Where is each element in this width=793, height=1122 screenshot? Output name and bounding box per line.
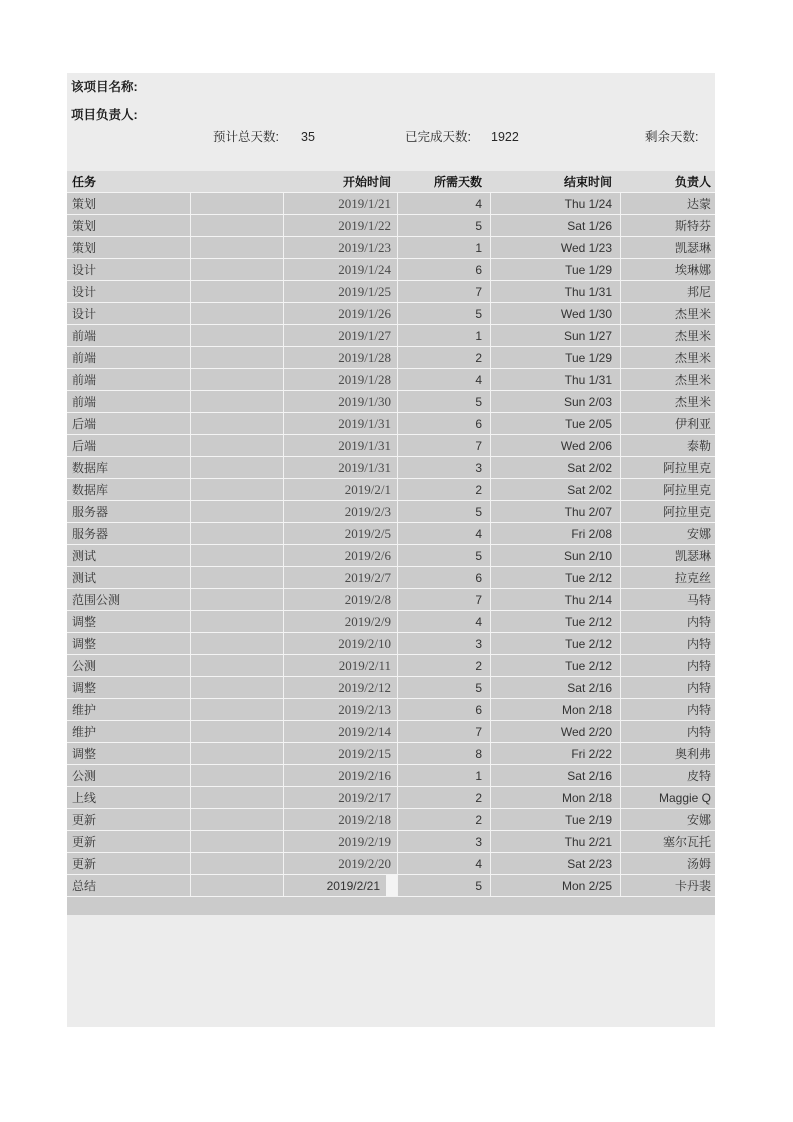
start-date-cell[interactable]: 2019/2/16 — [283, 765, 397, 786]
owner-cell[interactable]: 内特 — [620, 721, 715, 742]
table-row — [67, 809, 715, 830]
table-row — [67, 721, 715, 742]
task-gap-cell[interactable] — [190, 325, 283, 346]
header-days-needed[interactable]: 所需天数 — [433, 175, 482, 189]
task-cell[interactable]: 公测 — [72, 659, 97, 673]
owner-cell[interactable]: 奥利弗 — [620, 743, 715, 764]
owner-cell[interactable]: 杰里米 — [620, 391, 715, 412]
days-cell[interactable]: 4 — [397, 369, 490, 390]
end-date-cell[interactable]: Mon 2/18 — [490, 787, 620, 808]
end-date-cell[interactable]: Thu 1/31 — [490, 281, 620, 302]
header-end-time[interactable]: 结束时间 — [563, 175, 612, 189]
worksheet-area — [67, 73, 715, 1027]
owner-cell[interactable]: 阿拉里克 — [620, 501, 715, 522]
owner-cell[interactable]: 安娜 — [620, 523, 715, 544]
end-date-cell[interactable]: Thu 2/07 — [490, 501, 620, 522]
owner-cell[interactable]: 杰里米 — [620, 347, 715, 368]
owner-cell[interactable]: 杰里米 — [620, 369, 715, 390]
owner-cell[interactable]: 内特 — [620, 699, 715, 720]
start-date-cell[interactable]: 2019/2/14 — [283, 721, 397, 742]
owner-cell[interactable]: 拉克丝 — [620, 567, 715, 588]
days-cell[interactable]: 6 — [397, 699, 490, 720]
task-gap-cell[interactable] — [190, 655, 283, 676]
task-cell[interactable]: 公测 — [72, 769, 97, 783]
owner-cell[interactable]: 阿拉里克 — [620, 479, 715, 500]
table-row — [67, 303, 715, 324]
task-cell[interactable]: 后端 — [72, 439, 97, 453]
table-row — [67, 479, 715, 500]
owner-cell[interactable]: 伊利亚 — [620, 413, 715, 434]
owner-cell[interactable]: 杰里米 — [620, 325, 715, 346]
header-owner[interactable]: 负责人 — [674, 175, 711, 189]
task-cell[interactable]: 前端 — [72, 373, 97, 387]
task-gap-cell[interactable] — [190, 831, 283, 852]
start-date-cell[interactable]: 2019/1/31 — [283, 435, 397, 456]
days-cell[interactable]: 6 — [397, 259, 490, 280]
task-cell[interactable]: 服务器 — [72, 505, 109, 519]
task-cell[interactable]: 设计 — [72, 285, 97, 299]
task-gap-cell[interactable] — [190, 589, 283, 610]
days-cell[interactable]: 4 — [397, 611, 490, 632]
table-row — [67, 545, 715, 566]
end-date-cell[interactable]: Thu 2/14 — [490, 589, 620, 610]
table-row — [67, 567, 715, 588]
task-gap-cell[interactable] — [190, 721, 283, 742]
table-row — [67, 215, 715, 236]
task-table — [67, 171, 715, 915]
start-date-cell[interactable]: 2019/2/11 — [283, 655, 397, 676]
end-date-cell[interactable]: Sat 2/23 — [490, 853, 620, 874]
start-date-cell[interactable]: 2019/1/23 — [283, 237, 397, 258]
start-date-cell[interactable]: 2019/2/19 — [283, 831, 397, 852]
end-date-cell[interactable]: Wed 1/30 — [490, 303, 620, 324]
end-date-cell[interactable]: Fri 2/22 — [490, 743, 620, 764]
days-cell[interactable]: 8 — [397, 743, 490, 764]
end-date-cell[interactable]: Tue 2/12 — [490, 567, 620, 588]
start-date-cell[interactable]: 2019/1/28 — [283, 369, 397, 390]
end-date-cell[interactable]: Mon 2/18 — [490, 699, 620, 720]
project-name-label: 该项目名称: — [71, 80, 138, 94]
estimated-total-days-value[interactable]: 35 — [301, 130, 315, 144]
task-rows — [67, 193, 715, 896]
task-cell[interactable]: 测试 — [72, 549, 97, 563]
project-owner-label: 项目负责人: — [71, 108, 138, 122]
task-cell[interactable]: 调整 — [72, 615, 97, 629]
start-date-cell[interactable]: 2019/2/10 — [283, 633, 397, 654]
days-cell[interactable]: 2 — [397, 655, 490, 676]
owner-cell[interactable]: 凯瑟琳 — [620, 545, 715, 566]
end-date-cell[interactable]: Mon 2/25 — [490, 875, 620, 896]
owner-cell[interactable]: 达蒙 — [620, 193, 715, 214]
table-row — [67, 589, 715, 610]
start-date-cell[interactable]: 2019/1/21 — [283, 193, 397, 214]
remaining-days-label: 剩余天数: — [645, 130, 699, 144]
header-task[interactable]: 任务 — [72, 175, 97, 189]
start-date-cell[interactable]: 2019/1/31 — [283, 413, 397, 434]
task-gap-cell[interactable] — [190, 699, 283, 720]
owner-cell[interactable]: 皮特 — [620, 765, 715, 786]
end-date-cell[interactable]: Tue 2/19 — [490, 809, 620, 830]
days-cell[interactable]: 6 — [397, 413, 490, 434]
task-cell[interactable]: 前端 — [72, 395, 97, 409]
task-gap-cell[interactable] — [190, 523, 283, 544]
task-gap-cell[interactable] — [190, 677, 283, 698]
owner-cell[interactable]: 杰里米 — [620, 303, 715, 324]
start-date-cell[interactable]: 2019/2/3 — [283, 501, 397, 522]
task-cell[interactable]: 调整 — [72, 681, 97, 695]
end-date-cell[interactable]: Wed 2/20 — [490, 721, 620, 742]
table-row — [67, 853, 715, 874]
start-date-cell[interactable]: 2019/2/9 — [283, 611, 397, 632]
end-date-cell[interactable]: Tue 2/12 — [490, 633, 620, 654]
start-date-cell[interactable]: 2019/1/28 — [283, 347, 397, 368]
task-cell[interactable]: 测试 — [72, 571, 97, 585]
owner-cell[interactable]: 泰勒 — [620, 435, 715, 456]
table-row — [67, 413, 715, 434]
days-cell[interactable]: 3 — [397, 831, 490, 852]
days-cell[interactable]: 5 — [397, 875, 490, 896]
owner-cell[interactable]: 阿拉里克 — [620, 457, 715, 478]
days-cell[interactable]: 1 — [397, 237, 490, 258]
days-cell[interactable]: 2 — [397, 479, 490, 500]
end-date-cell[interactable]: Sat 2/02 — [490, 479, 620, 500]
end-date-cell[interactable]: Thu 1/24 — [490, 193, 620, 214]
owner-cell[interactable]: 马特 — [620, 589, 715, 610]
task-gap-cell[interactable] — [190, 853, 283, 874]
days-cell[interactable]: 3 — [397, 457, 490, 478]
end-date-cell[interactable]: Sun 1/27 — [490, 325, 620, 346]
days-cell[interactable]: 1 — [397, 765, 490, 786]
task-cell[interactable]: 数据库 — [72, 483, 109, 497]
table-row — [67, 347, 715, 368]
table-row — [67, 611, 715, 632]
end-date-cell[interactable]: Sun 2/03 — [490, 391, 620, 412]
start-date-cell[interactable]: 2019/1/22 — [283, 215, 397, 236]
task-cell[interactable]: 维护 — [72, 703, 97, 717]
days-cell[interactable]: 4 — [397, 523, 490, 544]
end-date-cell[interactable]: Tue 2/12 — [490, 655, 620, 676]
task-cell[interactable]: 后端 — [72, 417, 97, 431]
start-date-cell[interactable]: 2019/1/27 — [283, 325, 397, 346]
owner-cell[interactable]: 凯瑟琳 — [620, 237, 715, 258]
start-date-cell[interactable]: 2019/2/15 — [283, 743, 397, 764]
task-gap-cell[interactable] — [190, 809, 283, 830]
days-cell[interactable]: 5 — [397, 545, 490, 566]
owner-cell[interactable]: 汤姆 — [620, 853, 715, 874]
task-cell[interactable]: 维护 — [72, 725, 97, 739]
table-row — [67, 765, 715, 786]
days-cell[interactable]: 5 — [397, 391, 490, 412]
task-gap-cell[interactable] — [190, 765, 283, 786]
table-row — [67, 435, 715, 456]
task-cell[interactable]: 策划 — [72, 241, 97, 255]
end-date-cell[interactable]: Sat 2/16 — [490, 765, 620, 786]
days-cell[interactable]: 4 — [397, 853, 490, 874]
task-gap-cell[interactable] — [190, 259, 283, 280]
table-row — [67, 677, 715, 698]
days-cell[interactable]: 2 — [397, 809, 490, 830]
table-row — [67, 655, 715, 676]
table-row — [67, 457, 715, 478]
task-gap-cell[interactable] — [190, 633, 283, 654]
days-cell[interactable]: 5 — [397, 303, 490, 324]
empty-row[interactable] — [67, 897, 715, 915]
table-row — [67, 875, 715, 896]
task-cell[interactable]: 策划 — [72, 219, 97, 233]
table-row — [67, 325, 715, 346]
task-gap-cell[interactable] — [190, 347, 283, 368]
task-cell[interactable]: 设计 — [72, 307, 97, 321]
task-gap-cell[interactable] — [190, 457, 283, 478]
table-row — [67, 391, 715, 412]
start-date-cell[interactable]: 2019/1/25 — [283, 281, 397, 302]
task-gap-cell[interactable] — [190, 567, 283, 588]
task-gap-cell[interactable] — [190, 875, 283, 896]
task-cell[interactable]: 数据库 — [72, 461, 109, 475]
owner-cell[interactable]: 埃琳娜 — [620, 259, 715, 280]
completed-days-label: 已完成天数: — [405, 130, 471, 144]
days-cell[interactable]: 5 — [397, 677, 490, 698]
end-date-cell[interactable]: Tue 2/05 — [490, 413, 620, 434]
start-date-cell[interactable]: 2019/2/18 — [283, 809, 397, 830]
end-date-cell[interactable]: Sat 2/16 — [490, 677, 620, 698]
owner-cell[interactable]: 塞尔瓦托 — [620, 831, 715, 852]
start-date-cell[interactable]: 2019/2/8 — [283, 589, 397, 610]
owner-cell[interactable]: Maggie Q — [620, 787, 715, 808]
owner-cell[interactable]: 斯特芬 — [620, 215, 715, 236]
table-row — [67, 281, 715, 302]
end-date-cell[interactable]: Sat 2/02 — [490, 457, 620, 478]
task-cell[interactable]: 调整 — [72, 637, 97, 651]
task-gap-cell[interactable] — [190, 479, 283, 500]
days-cell[interactable]: 5 — [397, 501, 490, 522]
table-row — [67, 831, 715, 852]
task-cell[interactable]: 范围公测 — [72, 593, 121, 607]
task-cell[interactable]: 上线 — [72, 791, 97, 805]
table-row — [67, 633, 715, 654]
owner-cell[interactable]: 内特 — [620, 655, 715, 676]
end-date-cell[interactable]: Tue 2/12 — [490, 611, 620, 632]
start-date-cell[interactable]: 2019/2/7 — [283, 567, 397, 588]
table-row — [67, 193, 715, 214]
task-gap-cell[interactable] — [190, 545, 283, 566]
task-cell[interactable]: 策划 — [72, 197, 97, 211]
end-date-cell[interactable]: Fri 2/08 — [490, 523, 620, 544]
completed-days-value[interactable]: 1922 — [491, 130, 519, 144]
start-date-cell[interactable]: 2019/1/31 — [283, 457, 397, 478]
start-date-cell[interactable]: 2019/2/12 — [283, 677, 397, 698]
start-date-cell[interactable]: 2019/2/13 — [283, 699, 397, 720]
end-date-cell[interactable]: Tue 1/29 — [490, 347, 620, 368]
task-gap-cell[interactable] — [190, 435, 283, 456]
task-gap-cell[interactable] — [190, 237, 283, 258]
task-gap-cell[interactable] — [190, 501, 283, 522]
estimated-total-days-label: 预计总天数: — [213, 130, 279, 144]
owner-cell[interactable]: 邦尼 — [620, 281, 715, 302]
end-date-cell[interactable]: Tue 1/29 — [490, 259, 620, 280]
end-date-cell[interactable]: Sun 2/10 — [490, 545, 620, 566]
start-date-cell[interactable]: 2019/1/24 — [283, 259, 397, 280]
task-gap-cell[interactable] — [190, 787, 283, 808]
days-cell[interactable]: 1 — [397, 325, 490, 346]
start-date-cell[interactable]: 2019/2/20 — [283, 853, 397, 874]
task-gap-cell[interactable] — [190, 743, 283, 764]
days-cell[interactable]: 4 — [397, 193, 490, 214]
table-header-row — [67, 171, 715, 192]
end-date-cell[interactable]: Thu 1/31 — [490, 369, 620, 390]
table-row — [67, 523, 715, 544]
start-date-cell[interactable]: 2019/1/30 — [283, 391, 397, 412]
days-cell[interactable]: 2 — [397, 787, 490, 808]
task-gap-cell[interactable] — [190, 281, 283, 302]
owner-cell[interactable]: 内特 — [620, 611, 715, 632]
header-gap — [190, 171, 283, 192]
task-cell[interactable]: 更新 — [72, 813, 97, 827]
task-cell[interactable]: 调整 — [72, 747, 97, 761]
task-gap-cell[interactable] — [190, 611, 283, 632]
header-start-time[interactable]: 开始时间 — [342, 175, 391, 189]
end-date-cell[interactable]: Wed 2/06 — [490, 435, 620, 456]
owner-cell[interactable]: 安娜 — [620, 809, 715, 830]
table-row — [67, 699, 715, 720]
days-cell[interactable]: 7 — [397, 281, 490, 302]
task-cell[interactable]: 更新 — [72, 857, 97, 871]
start-date-cell[interactable]: 2019/2/1 — [283, 479, 397, 500]
table-row — [67, 237, 715, 258]
task-gap-cell[interactable] — [190, 215, 283, 236]
end-date-cell[interactable]: Wed 1/23 — [490, 237, 620, 258]
task-gap-cell[interactable] — [190, 369, 283, 390]
task-gap-cell[interactable] — [190, 413, 283, 434]
task-gap-cell[interactable] — [190, 193, 283, 214]
task-cell[interactable]: 前端 — [72, 351, 97, 365]
task-cell[interactable]: 服务器 — [72, 527, 109, 541]
end-date-cell[interactable]: Thu 2/21 — [490, 831, 620, 852]
start-date-cell[interactable]: 2019/2/17 — [283, 787, 397, 808]
start-date-cell[interactable]: 2019/2/6 — [283, 545, 397, 566]
days-cell[interactable]: 2 — [397, 347, 490, 368]
table-row — [67, 743, 715, 764]
start-date-cell[interactable]: 2019/2/21 — [283, 875, 397, 896]
days-cell[interactable]: 5 — [397, 215, 490, 236]
days-cell[interactable]: 7 — [397, 435, 490, 456]
task-gap-cell[interactable] — [190, 391, 283, 412]
days-cell[interactable]: 7 — [397, 721, 490, 742]
table-row — [67, 369, 715, 390]
task-cell[interactable]: 前端 — [72, 329, 97, 343]
task-cell[interactable]: 设计 — [72, 263, 97, 277]
task-cell[interactable]: 更新 — [72, 835, 97, 849]
owner-cell[interactable]: 卡丹裴 — [620, 875, 715, 896]
table-row — [67, 259, 715, 280]
days-cell[interactable]: 6 — [397, 567, 490, 588]
end-date-cell[interactable]: Sat 1/26 — [490, 215, 620, 236]
owner-cell[interactable]: 内特 — [620, 633, 715, 654]
days-cell[interactable]: 3 — [397, 633, 490, 654]
table-row — [67, 501, 715, 522]
start-date-cell[interactable]: 2019/2/5 — [283, 523, 397, 544]
owner-cell[interactable]: 内特 — [620, 677, 715, 698]
task-cell[interactable]: 总结 — [72, 879, 97, 893]
start-date-cell[interactable]: 2019/1/26 — [283, 303, 397, 324]
table-row — [67, 787, 715, 808]
task-gap-cell[interactable] — [190, 303, 283, 324]
days-cell[interactable]: 7 — [397, 589, 490, 610]
